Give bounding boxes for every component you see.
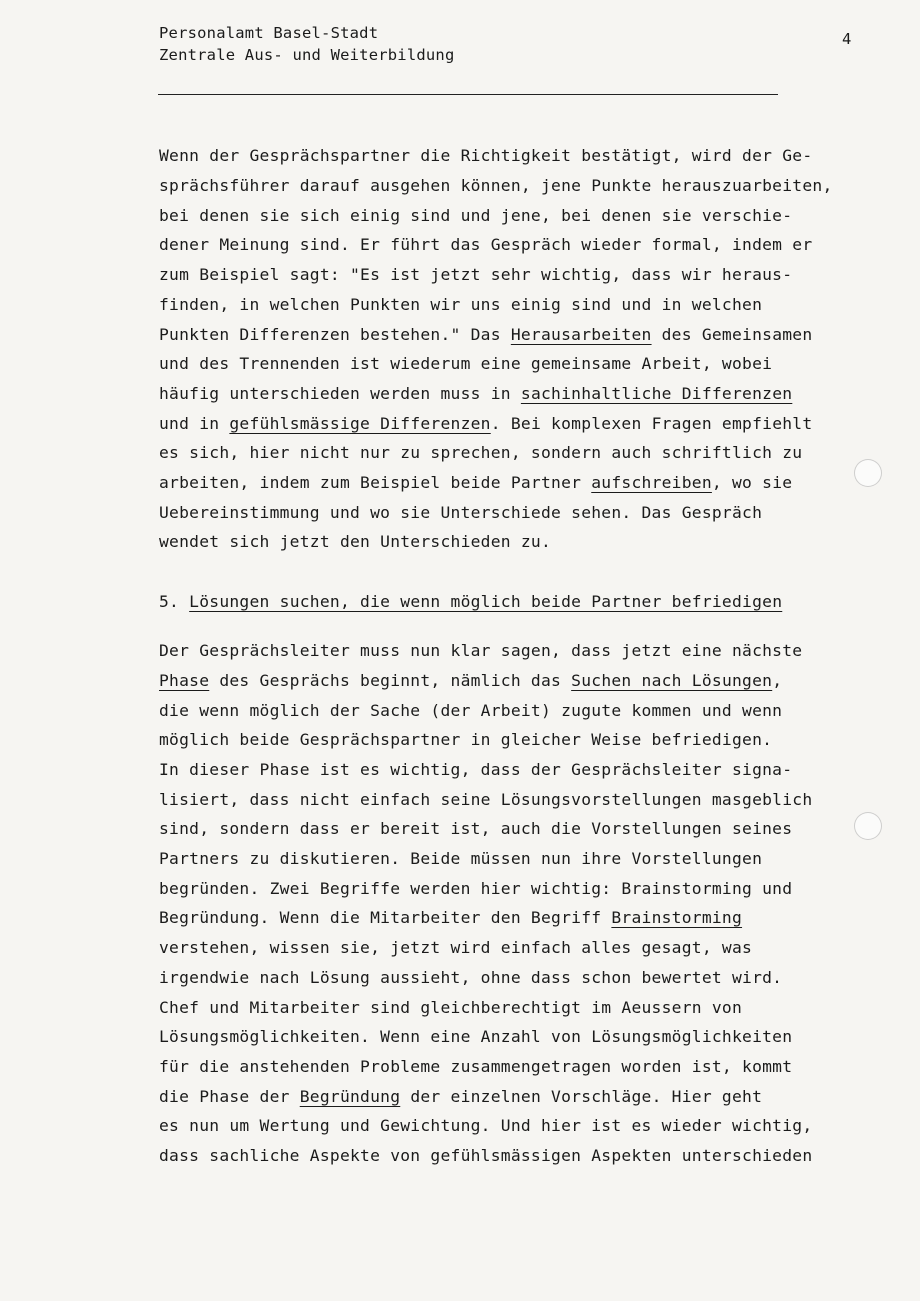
body-line: Chef und Mitarbeiter sind gleichberechtigt im Aeussern von: [159, 998, 743, 1017]
section-heading: [159, 592, 782, 612]
text-run: und in: [159, 414, 230, 433]
underlined-term: aufschreiben: [591, 473, 712, 492]
underlined-term: gefühlsmässige Differenzen: [229, 414, 491, 433]
body-line: finden, in welchen Punkten wir uns einig sind und in welchen: [159, 295, 763, 314]
text-run: der einzelnen Vorschläge. Hier geht: [400, 1087, 763, 1106]
body-line: bei denen sie sich einig sind und jene, bei denen sie verschie-: [159, 206, 793, 225]
body-line: [159, 384, 792, 404]
body-line: zum Beispiel sagt: "Es ist jetzt sehr wichtig, dass wir heraus-: [159, 265, 793, 284]
body-line: die wenn möglich der Sache (der Arbeit) zugute kommen und wenn: [159, 701, 783, 720]
header-organization: Personalamt Basel-Stadt: [159, 24, 379, 42]
text-run: Begründung. Wenn die Mitarbeiter den Begriff: [159, 908, 612, 927]
body-line: irgendwie nach Lösung aussieht, ohne dass schon bewertet wird.: [159, 968, 783, 987]
text-run: . Bei komplexen Fragen empfiehlt: [490, 414, 813, 433]
body-line: und des Trennenden ist wiederum eine gemeinsame Arbeit, wobei: [159, 354, 773, 373]
body-line: lisiert, dass nicht einfach seine Lösungsvorstellungen masgeblich: [159, 790, 813, 809]
underlined-term: Suchen nach Lösungen: [571, 671, 773, 690]
text-run: des Gemeinsamen: [651, 325, 813, 344]
body-line: möglich beide Gesprächspartner in gleicher Weise befriedigen.: [159, 730, 773, 749]
body-line: sind, sondern dass er bereit ist, auch die Vorstellungen seines: [159, 819, 793, 838]
body-line: [159, 414, 812, 434]
text-run: , wo sie: [711, 473, 793, 492]
body-line: Partners zu diskutieren. Beide müssen nun ihre Vorstellungen: [159, 849, 763, 868]
text-run: die Phase der: [159, 1087, 300, 1106]
body-line: dener Meinung sind. Er führt das Gespräch wieder formal, indem er: [159, 235, 813, 254]
underlined-term: Brainstorming: [611, 908, 743, 927]
body-line: dass sachliche Aspekte von gefühlsmässigen Aspekten unterschieden: [159, 1146, 813, 1165]
body-line: sprächsführer darauf ausgehen können, jene Punkte herauszuarbeiten,: [159, 176, 833, 195]
body-line: es nun um Wertung und Gewichtung. Und hier ist es wieder wichtig,: [159, 1116, 813, 1135]
body-line: für die anstehenden Probleme zusammengetragen worden ist, kommt: [159, 1057, 793, 1076]
header-rule: [158, 94, 778, 95]
body-line: [159, 473, 792, 493]
punch-hole-lower: [854, 812, 882, 840]
underlined-term: sachinhaltliche Differenzen: [520, 384, 793, 403]
punch-hole-upper: [854, 459, 882, 487]
body-line: wendet sich jetzt den Unterschieden zu.: [159, 532, 552, 551]
body-line: verstehen, wissen sie, jetzt wird einfach alles gesagt, was: [159, 938, 753, 957]
body-line: [159, 908, 742, 928]
text-run: ,: [772, 671, 783, 690]
text-run: 5.: [159, 592, 190, 611]
body-line: begründen. Zwei Begriffe werden hier wichtig: Brainstorming und: [159, 879, 793, 898]
page-number: 4: [842, 30, 852, 48]
body-line: [159, 671, 782, 691]
text-run: arbeiten, indem zum Beispiel beide Partner: [159, 473, 592, 492]
header-department: Zentrale Aus- und Weiterbildung: [159, 46, 455, 64]
section-heading-text: Lösungen suchen, die wenn möglich beide Partner befriedigen: [189, 592, 783, 611]
underlined-term: Herausarbeiten: [510, 325, 652, 344]
body-line: In dieser Phase ist es wichtig, dass der Gesprächsleiter signa-: [159, 760, 793, 779]
text-run: häufig unterschieden werden muss in: [159, 384, 521, 403]
text-run: Punkten Differenzen bestehen." Das: [159, 325, 511, 344]
underlined-term: Phase: [159, 671, 210, 690]
body-line: Wenn der Gesprächspartner die Richtigkeit bestätigt, wird der Ge-: [159, 146, 813, 165]
body-line: es sich, hier nicht nur zu sprechen, sondern auch schriftlich zu: [159, 443, 803, 462]
body-line: Der Gesprächsleiter muss nun klar sagen, dass jetzt eine nächste: [159, 641, 803, 660]
text-run: des Gesprächs beginnt, nämlich das: [209, 671, 572, 690]
body-line: Lösungsmöglichkeiten. Wenn eine Anzahl von Lösungsmöglichkeiten: [159, 1027, 793, 1046]
body-line: Uebereinstimmung und wo sie Unterschiede sehen. Das Gespräch: [159, 503, 763, 522]
body-line: [159, 325, 812, 345]
underlined-term: Begründung: [299, 1087, 401, 1106]
body-line: [159, 1087, 762, 1107]
